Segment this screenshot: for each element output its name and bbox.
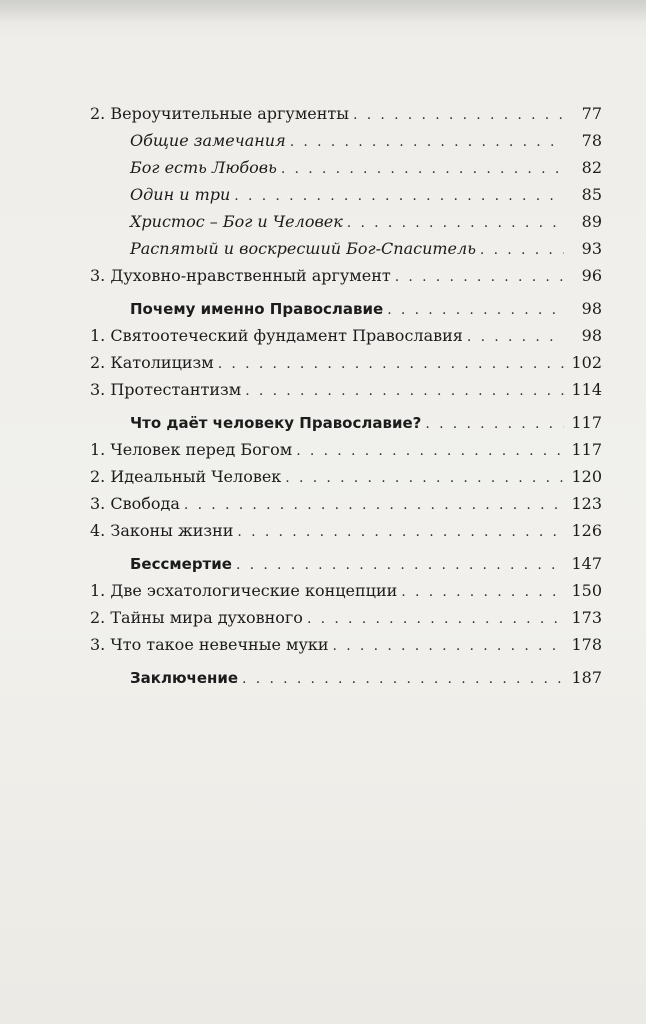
toc-leader-dots xyxy=(467,324,564,351)
toc-entry-title: 1. Две эсхатологические концепции xyxy=(90,581,398,600)
toc-entry-title: 1. Человек перед Богом xyxy=(90,440,293,459)
toc-entry-title: 2. Вероучительные аргументы xyxy=(90,104,349,123)
toc-page-number: 89 xyxy=(581,212,602,231)
toc-entry-title: 2. Католицизм xyxy=(90,353,214,372)
toc-page-number: 98 xyxy=(581,326,602,345)
table-of-contents xyxy=(90,100,602,691)
toc-page-number: 77 xyxy=(581,104,602,123)
toc-leader-dots xyxy=(234,183,564,210)
toc-section-heading xyxy=(90,550,602,577)
toc-page-number: 126 xyxy=(571,521,602,540)
toc-entry-title: Распятый и воскресший Бог-Спаситель xyxy=(130,239,476,258)
toc-leader-dots xyxy=(353,102,564,129)
toc-leader-dots xyxy=(285,465,564,492)
toc-subentry xyxy=(90,181,602,208)
toc-leader-dots xyxy=(242,666,564,693)
toc-leader-dots xyxy=(245,378,564,405)
toc-entry-title: Бессмертие xyxy=(130,555,232,573)
toc-entry xyxy=(90,577,602,604)
toc-page-number: 93 xyxy=(581,239,602,258)
toc-leader-dots xyxy=(395,264,564,291)
toc-page-number: 187 xyxy=(571,668,602,687)
toc-entry-title: 3. Протестантизм xyxy=(90,380,242,399)
toc-entry-title: Христос – Бог и Человек xyxy=(130,212,343,231)
toc-section-heading xyxy=(90,295,602,322)
toc-section-heading xyxy=(90,409,602,436)
toc-page-number: 117 xyxy=(571,440,602,459)
toc-leader-dots xyxy=(333,633,564,660)
toc-page-number: 150 xyxy=(571,581,602,600)
toc-subentry xyxy=(90,208,602,235)
toc-page-number: 96 xyxy=(581,266,602,285)
toc-entry xyxy=(90,349,602,376)
toc-leader-dots xyxy=(236,552,564,579)
toc-entry xyxy=(90,490,602,517)
toc-page-number: 82 xyxy=(581,158,602,177)
toc-entry xyxy=(90,604,602,631)
toc-entry-title: 4. Законы жизни xyxy=(90,521,234,540)
toc-leader-dots xyxy=(480,237,564,264)
toc-leader-dots xyxy=(184,492,564,519)
toc-page-number: 85 xyxy=(581,185,602,204)
toc-leader-dots xyxy=(237,519,564,546)
toc-page-number: 120 xyxy=(571,467,602,486)
toc-entry-title: 3. Свобода xyxy=(90,494,180,513)
toc-page-number: 147 xyxy=(571,554,602,573)
toc-entry xyxy=(90,322,602,349)
toc-leader-dots xyxy=(425,411,564,438)
toc-leader-dots xyxy=(296,438,564,465)
toc-entry xyxy=(90,517,602,544)
toc-entry-title: Заключение xyxy=(130,669,239,687)
toc-subentry xyxy=(90,235,602,262)
toc-entry xyxy=(90,376,602,403)
toc-page-number: 178 xyxy=(571,635,602,654)
toc-entry-title: Общие замечания xyxy=(130,131,286,150)
toc-leader-dots xyxy=(218,351,564,378)
toc-leader-dots xyxy=(290,129,564,156)
toc-entry xyxy=(90,631,602,658)
toc-entry-title: Почему именно Православие xyxy=(130,300,384,318)
toc-page-number: 123 xyxy=(571,494,602,513)
toc-subentry xyxy=(90,127,602,154)
toc-entry-title: 3. Что такое невечные муки xyxy=(90,635,329,654)
toc-entry-title: Один и три xyxy=(130,185,231,204)
toc-page-number: 114 xyxy=(571,380,602,399)
toc-entry-title: 2. Идеальный Человек xyxy=(90,467,282,486)
toc-entry-title: Что даёт человеку Православие? xyxy=(130,414,422,432)
toc-leader-dots xyxy=(387,297,564,324)
toc-page-number: 102 xyxy=(571,353,602,372)
toc-page-number: 78 xyxy=(581,131,602,150)
toc-entry xyxy=(90,100,602,127)
toc-page-number: 117 xyxy=(571,413,602,432)
page-top-shadow xyxy=(0,0,646,22)
toc-page-number: 98 xyxy=(581,299,602,318)
toc-leader-dots xyxy=(347,210,564,237)
toc-leader-dots xyxy=(307,606,564,633)
toc-entry xyxy=(90,436,602,463)
toc-page-number: 173 xyxy=(571,608,602,627)
toc-section-heading xyxy=(90,664,602,691)
toc-entry-title: 2. Тайны мира духовного xyxy=(90,608,303,627)
toc-entry xyxy=(90,262,602,289)
toc-entry xyxy=(90,463,602,490)
toc-entry-title: 1. Святоотеческий фундамент Православия xyxy=(90,326,463,345)
toc-leader-dots xyxy=(401,579,564,606)
toc-subentry xyxy=(90,154,602,181)
toc-entry-title: 3. Духовно-нравственный аргумент xyxy=(90,266,391,285)
toc-entry-title: Бог есть Любовь xyxy=(130,158,277,177)
toc-leader-dots xyxy=(281,156,564,183)
